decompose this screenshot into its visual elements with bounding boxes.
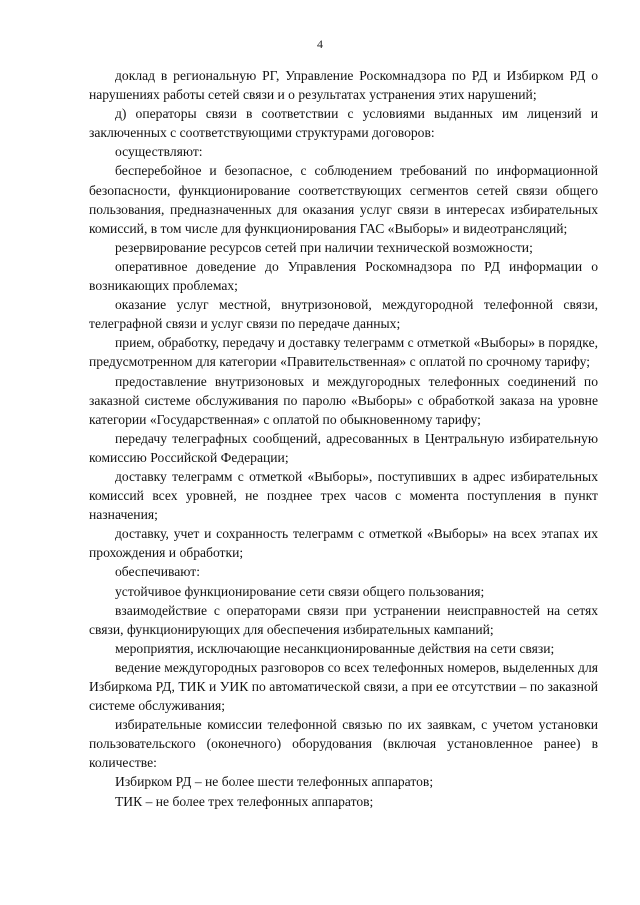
- paragraph: осуществляют:: [115, 144, 203, 160]
- paragraph: передачу телеграфных сообщений, адресованных в Центральную избирательную комиссию Российской Федерации;: [89, 430, 598, 465]
- paragraph: ведение междугородных разговоров со всех телефонных номеров, выделенных для Избиркома РД, ТИК и УИК по автоматической связи, а при ее отсутствии – по заказной системе обслуживания;: [89, 659, 598, 714]
- paragraph: обеспечивают:: [115, 564, 200, 580]
- paragraph: доставку телеграмм с отметкой «Выборы», поступивших в адрес избирательных комиссий всех уровней, не позднее трех часов с момента поступления в пункт назначения;: [89, 468, 598, 523]
- paragraph: предоставление внутризоновых и междугородных телефонных соединений по заказной системе обслуживания по паролю «Выборы» с обработкой заказа на уровне категории «Государственная» с оплатой по обыкновенному тарифу;: [89, 373, 598, 427]
- paragraph: оперативное доведение до Управления Роскомнадзора по РД информации о возникающих проблемах;: [89, 258, 598, 294]
- paragraph: избирательные комиссии телефонной связью по их заявкам, с учетом установки пользовательского (оконечного) оборудования (включая установленное ранее) в количестве:: [89, 717, 598, 771]
- paragraph: д) операторы связи в соответствии с условиями выданных им лицензий и заключенных с соответствующими структурами договоров:: [89, 106, 598, 141]
- paragraph: взаимодействие с операторами связи при устранении неисправностей на сетях связи, функционирующих для обеспечения избирательных кампаний;: [89, 602, 598, 637]
- paragraph: доклад в региональную РГ, Управление Роскомнадзора по РД и Избирком РД о нарушениях работы сетей связи и о результатах устранения этих нарушений;: [89, 68, 598, 103]
- paragraph: доставку, учет и сохранность телеграмм с отметкой «Выборы» на всех этапах их прохождения и обработки;: [89, 526, 598, 561]
- paragraph: Избирком РД – не более шести телефонных аппаратов;: [115, 774, 434, 790]
- paragraph: прием, обработку, передачу и доставку телеграмм с отметкой «Выборы» в порядке, предусмотренном для категории «Правительственная» с оплатой по срочному тарифу;: [89, 335, 598, 370]
- paragraph: мероприятия, исключающие несанкционированные действия на сети связи;: [115, 640, 555, 656]
- document-body: [89, 66, 598, 811]
- paragraph: ТИК – не более трех телефонных аппаратов;: [115, 793, 374, 809]
- paragraph: оказание услуг местной, внутризоновой, междугородной телефонной связи, телеграфной связи и услуг связи по передаче данных;: [89, 297, 598, 332]
- paragraph: бесперебойное и безопасное, с соблюдением требований по информационной безопасности, функционирование соответствующих сегментов сетей связи общего пользования, предназначенных для оказания услуг связи в интересах избирательных комиссий, в том числе для функционирования ГАС «Выборы» и видеотрансляций;: [89, 163, 598, 236]
- page-number: 4: [317, 37, 323, 51]
- paragraph: резервирование ресурсов сетей при наличии технической возможности;: [115, 239, 533, 255]
- paragraph: устойчивое функционирование сети связи общего пользования;: [115, 583, 485, 599]
